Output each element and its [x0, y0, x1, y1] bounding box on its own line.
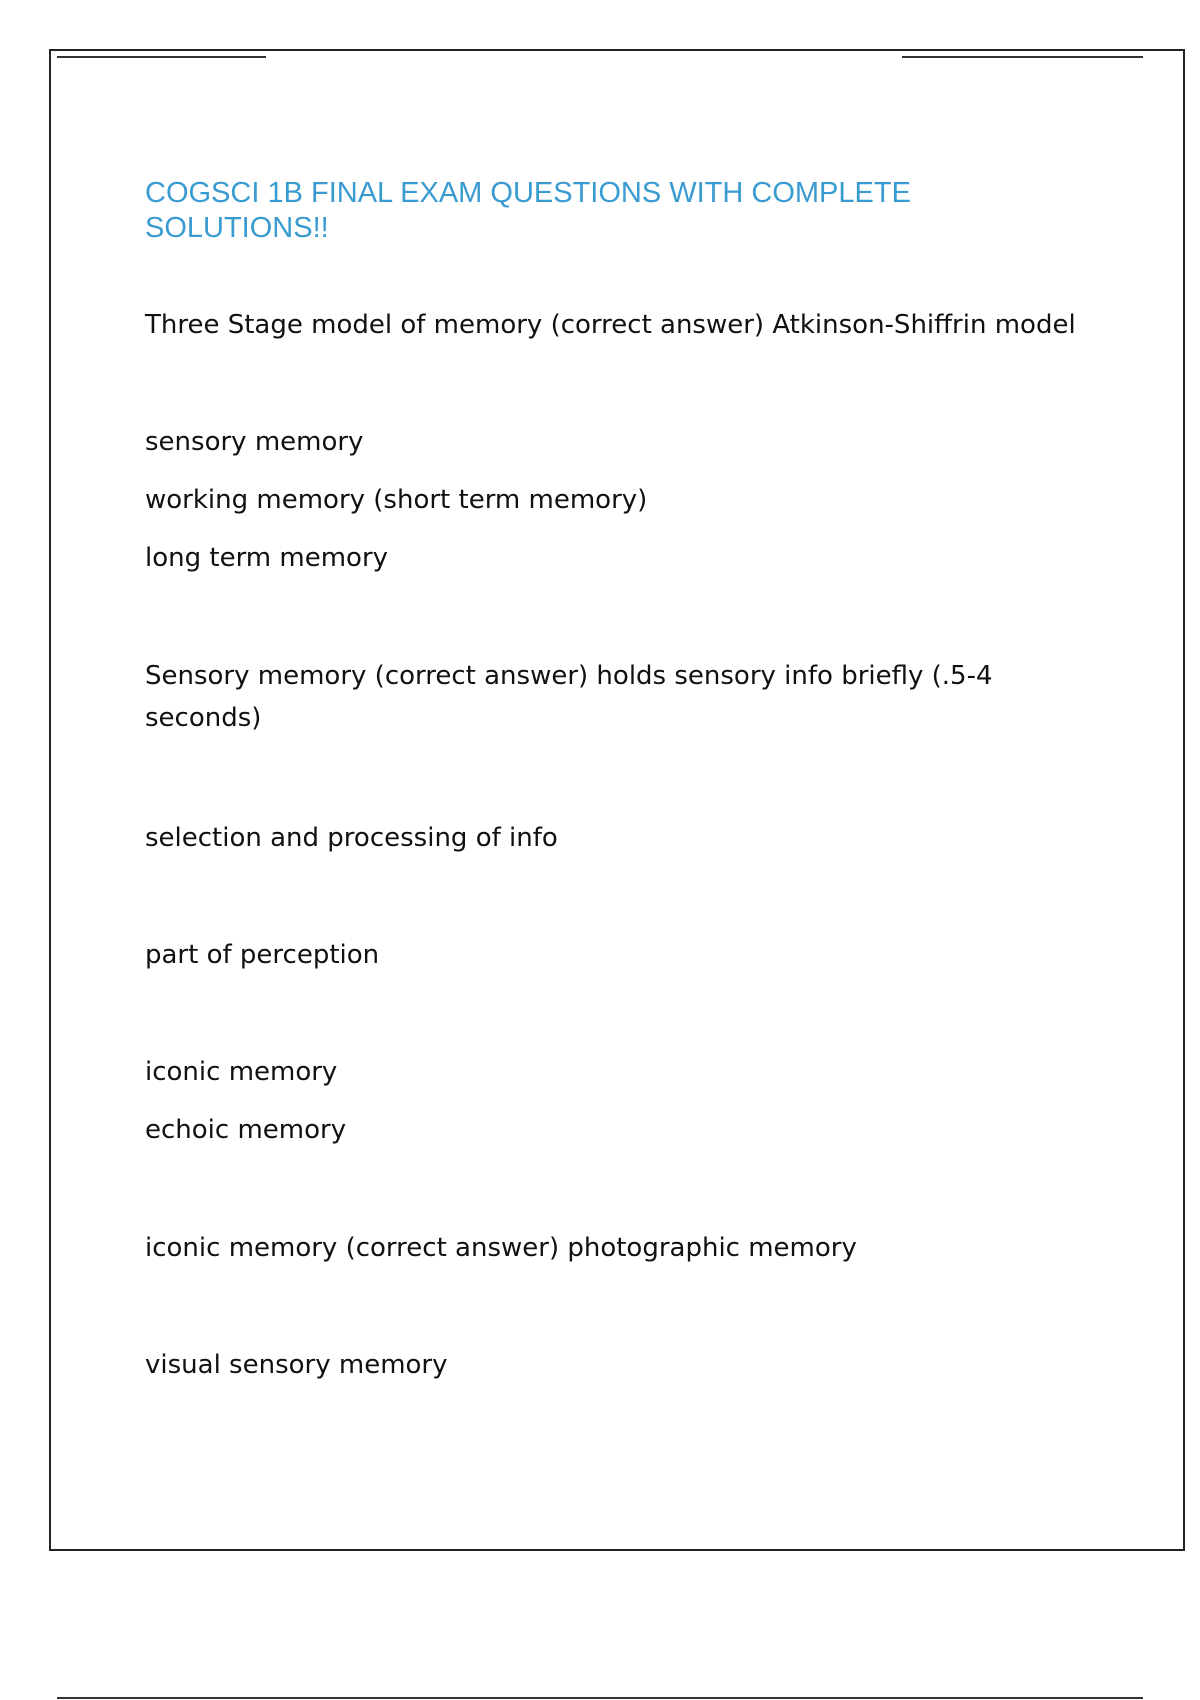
list-item-working-memory: working memory (short term memory) — [145, 485, 648, 515]
text-part-of-perception: part of perception — [145, 940, 380, 970]
text-selection-processing: selection and processing of info — [145, 823, 558, 853]
text-visual-sensory-memory: visual sensory memory — [145, 1350, 448, 1380]
title-line-1: COGSCI 1B FINAL EXAM QUESTIONS WITH COMPLETE — [145, 177, 911, 209]
list-item-iconic-memory: iconic memory — [145, 1057, 338, 1087]
document-title — [145, 176, 1045, 246]
footer-rule — [57, 1697, 1143, 1699]
header-rule-right — [902, 56, 1143, 58]
page-border — [49, 49, 1185, 1551]
title-line-2: SOLUTIONS!! — [145, 212, 329, 244]
qa-three-stage-model: Three Stage model of memory (correct answer) Atkinson-Shiffrin model — [145, 310, 1076, 340]
list-item-sensory-memory: sensory memory — [145, 427, 364, 457]
header-rule-left — [57, 56, 266, 58]
qa-sensory-memory-continued: seconds) — [145, 703, 262, 733]
qa-iconic-memory: iconic memory (correct answer) photographic memory — [145, 1233, 857, 1263]
qa-sensory-memory: Sensory memory (correct answer) holds sensory info briefly (.5-4 — [145, 661, 993, 691]
list-item-echoic-memory: echoic memory — [145, 1115, 347, 1145]
list-item-long-term-memory: long term memory — [145, 543, 389, 573]
